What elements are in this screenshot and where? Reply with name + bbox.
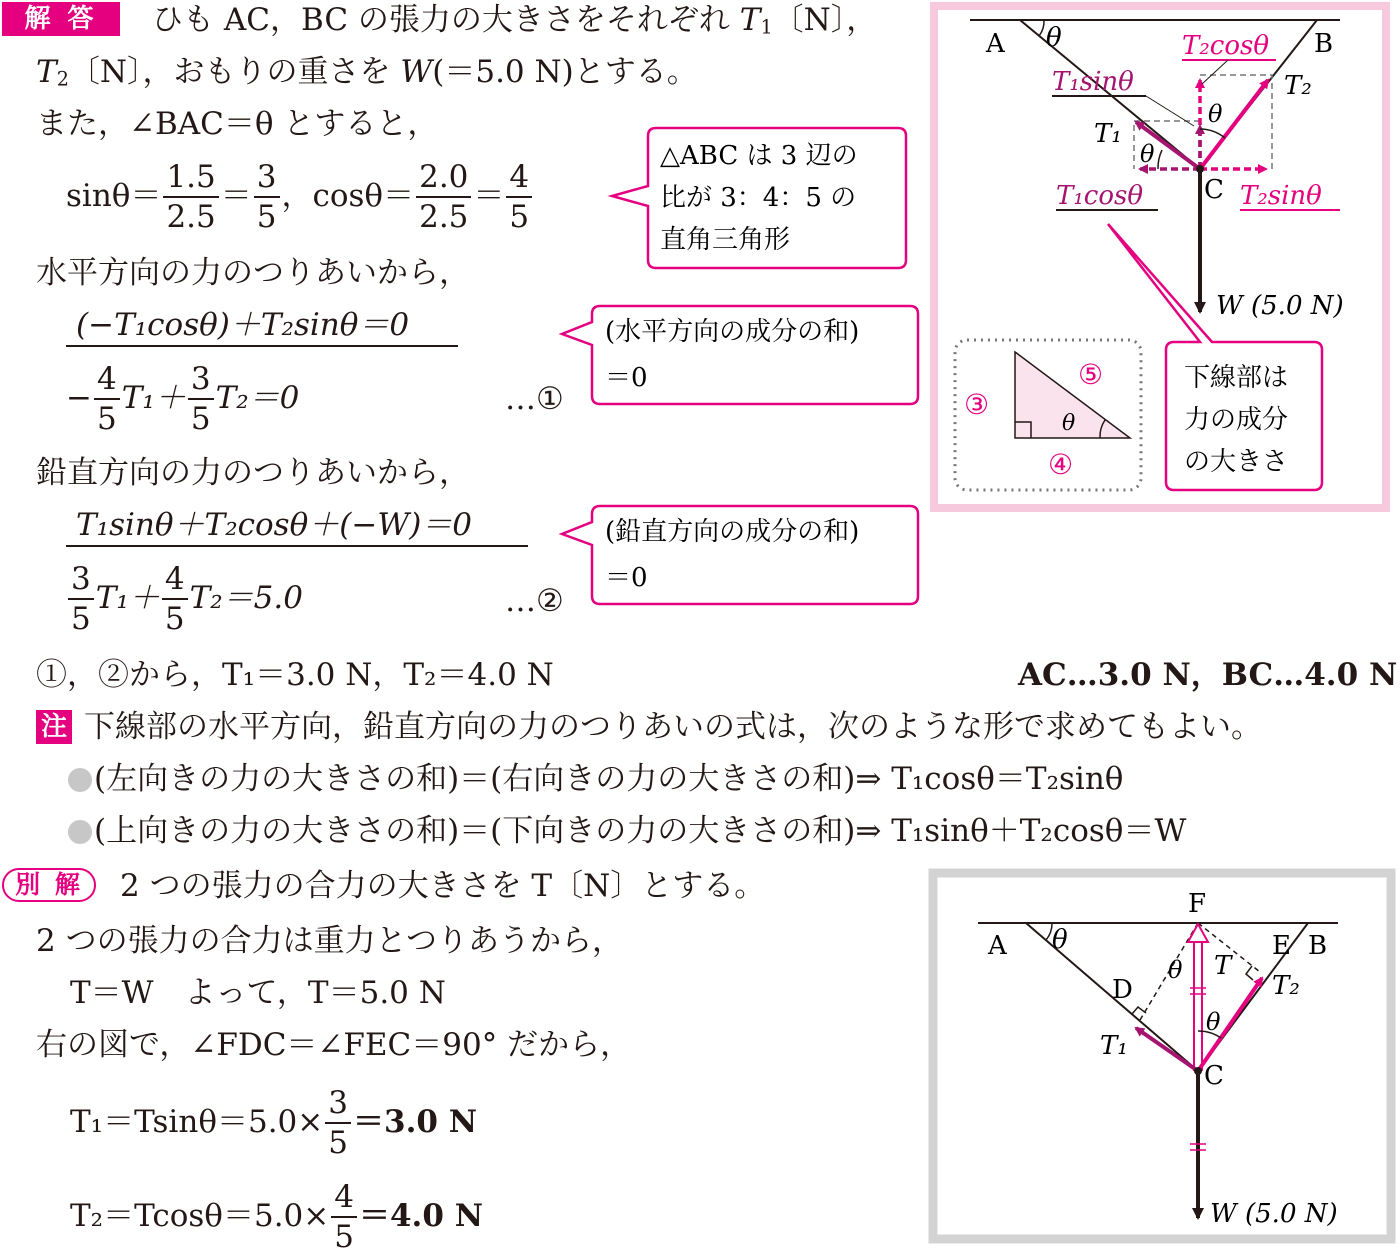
line-3: また，∠BAC＝θ とすると， [36,106,439,142]
frac-den: 5 [190,401,211,437]
frac-den: 5 [164,601,185,637]
callout-tri-line1: △ABC は 3 辺の [660,141,858,171]
t2-letter: T [36,54,57,90]
frac-num: 4 [331,1182,357,1218]
force-diagram-1 [930,2,1390,512]
callout-vertical [562,506,918,604]
frac-num: 3 [188,364,214,400]
callout-horiz-line1: (水平方向の成分の和) [605,317,860,347]
frac-num: 1.5 [163,162,218,198]
callout-under-line3: の大きさ [1184,447,1289,477]
equation-2-tag: …② [505,583,564,619]
w-value: (＝5.0 N)とする。 [432,54,698,90]
frac-den: 5 [328,1125,348,1161]
vertical-equation: T₁sinθ＋T₂cosθ＋(−W)＝0 [76,507,473,543]
note-text: 下線部の水平方向，鉛直方向の力のつりあいの式は，次のような形で求めてもよい。 [84,709,1262,745]
figure-2-frame [933,873,1391,1239]
label-t2-2: T₂ [1272,971,1300,1001]
t1-letter: T [739,2,761,38]
frac-num: 3 [254,162,280,198]
alt-5-result: ＝3.0 N [353,1104,478,1140]
answer-badge: 解 答 [2,2,120,36]
label-f: F [1188,889,1207,919]
label-t1cos: T₁cosθ [1056,181,1143,211]
label-t1-2: T₁ [1100,1031,1128,1061]
label-b-2: B [1308,931,1328,961]
inset-side-3: ③ [964,388,990,421]
label-theta-c1: θ [1140,140,1155,168]
frac-den: 5 [256,199,277,235]
label-t1: T₁ [1094,119,1122,149]
final-answer: AC…3.0 N，BC…4.0 N [1018,657,1398,693]
eq1-t2: T₂＝0 [215,380,300,416]
label-theta-f: θ [1168,956,1183,984]
label-t2: T₂ [1284,71,1312,101]
equals: ＝ [473,178,505,214]
alt-line-4: 右の図で，∠FDC＝∠FEC＝90° だから， [36,1027,632,1063]
inset-side-5: ⑤ [1078,358,1104,391]
equation-1-tag: …① [505,381,564,417]
label-w: W (5.0 N) [1216,291,1344,321]
frac-num: 3 [325,1088,351,1124]
callout-under-line2: 力の成分 [1184,405,1289,435]
alt-line-3: T＝W よって，T＝5.0 N [70,975,446,1011]
label-a: A [986,29,1005,59]
callout-horizontal [562,306,918,404]
point-c [1196,165,1204,173]
label-d: D [1112,975,1133,1005]
frac-num: 4 [94,364,120,400]
frac-num: 2.0 [416,162,471,198]
frac-num: 4 [162,564,188,600]
callout-triangle [612,128,906,268]
frac-den: 2.5 [166,199,216,235]
line-1-text: ひも AC，BC の張力の大きさをそれぞれ [152,2,730,38]
force-diagram-2 [928,868,1398,1246]
frac-den: 5 [334,1219,354,1255]
label-c: C [1204,175,1224,205]
t2-symbol: $T_2$ [36,54,69,91]
note-badge: 注 [36,710,72,744]
callout-tri-line3: 直角三角形 [660,225,791,255]
label-theta-a: θ [1046,23,1062,53]
label-c-2: C [1204,1061,1224,1091]
line-2-text: 〔N〕，おもりの重さを [68,54,391,90]
frac-den: 5 [71,601,91,637]
t1-symbol: $T_1$ [739,2,773,39]
t1-unit: 〔N〕， [772,2,878,38]
alt-solution-badge: 別 解 [2,868,96,902]
minus-sign: − [66,380,92,416]
horizontal-equation: (−T₁cosθ)＋T₂sinθ＝0 [76,307,410,343]
w-symbol: W [400,54,433,90]
callout-horiz-line2: ＝0 [605,363,648,393]
label-theta-c2: θ [1208,100,1223,128]
label-t2cos: T₂cosθ [1182,31,1269,61]
label-a-2: A [988,931,1007,961]
label-t2sin: T₂sinθ [1240,181,1322,211]
label-theta-c-2: θ [1206,1008,1221,1036]
alt-6-lhs: T₂＝Tcosθ＝5.0× [70,1198,330,1234]
sin-lhs: sinθ＝ [66,178,162,214]
vertical-heading: 鉛直方向の力のつりあいから， [36,455,470,491]
frac-num: 4 [506,162,532,198]
callout-vert-line2: ＝0 [605,563,648,593]
bullet-1-text: (左向きの力の大きさの和)＝(右向きの力の大きさの和)⇒ T₁cosθ＝T₂sinθ [94,761,1124,797]
label-theta-a-2: θ [1052,925,1068,955]
label-t1sin: T₁sinθ [1052,67,1134,97]
eq2-t1: T₁＋ [95,580,160,616]
callout-vert-line1: (鉛直方向の成分の和) [605,517,860,547]
alt-5-lhs: T₁＝Tsinθ＝5.0× [70,1104,324,1140]
frac-den: 2.5 [419,199,469,235]
alt-6-result: ＝4.0 N [358,1198,484,1234]
label-w-2: W (5.0 N) [1210,1199,1338,1229]
horizontal-heading: 水平方向の力のつりあいから， [36,255,470,291]
cos-lhs: ，cosθ＝ [281,178,415,214]
eq2-t2: T₂＝5.0 [189,580,303,616]
frac-den: 5 [96,401,117,437]
frac-num: 3 [68,564,94,600]
inset-side-4: ④ [1048,448,1074,481]
callout-tri-line2: 比が 3：4：5 の [660,183,857,213]
label-e: E [1272,931,1291,961]
alt-line-2: 2 つの張力の合力は重力とつりあうから， [36,923,623,959]
result-line: ①，②から，T₁＝3.0 N，T₂＝4.0 N [36,657,554,693]
alt-line-1: 2 つの張力の合力の大きさを T〔N〕とする。 [120,868,766,904]
equals: ＝ [220,178,252,214]
frac-den: 5 [509,199,530,235]
callout-under-line1: 下線部は [1184,363,1289,393]
label-b: B [1314,29,1334,59]
inset-theta: θ [1062,411,1076,436]
bullet-2-text: (上向きの力の大きさの和)＝(下向きの力の大きさの和)⇒ T₁sinθ＋T₂cosθ＝W [94,813,1187,849]
eq1-t1: T₁＋ [121,380,186,416]
label-t: T [1214,951,1232,981]
